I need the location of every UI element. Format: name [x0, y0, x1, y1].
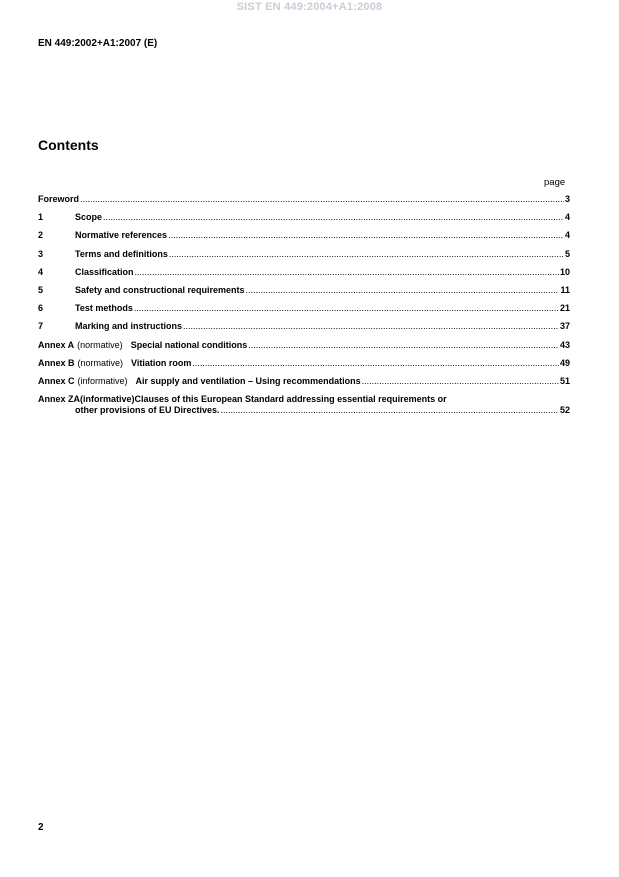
toc-entry-terms-and-definitions[interactable]	[38, 249, 570, 267]
watermark: SIST EN 449:2004+A1:2008	[236, 1, 383, 13]
toc-entry-annex-a[interactable]	[38, 340, 570, 358]
annex-label: Annex C	[38, 375, 75, 386]
toc-entry-page: 51	[559, 375, 570, 386]
toc-entry-page: 4	[564, 212, 570, 223]
leader-dots	[183, 321, 559, 331]
annex-kind: (normative)	[77, 357, 124, 368]
leader-dots	[135, 267, 559, 277]
leader-dots	[168, 230, 564, 240]
toc-entry-marking-and-instructions[interactable]	[38, 321, 570, 339]
toc-entry-title: Safety and constructional requirements	[75, 284, 245, 295]
document-id: EN 449:2002+A1:2007 (E)	[38, 38, 158, 49]
leader-dots	[362, 376, 559, 386]
toc-entry-page: 5	[564, 248, 570, 259]
toc-entry-title: Air supply and ventilation – Using recommendations	[135, 375, 361, 386]
toc-entry-title: Marking and instructions	[75, 321, 183, 332]
toc-entry-number: 5	[38, 284, 44, 295]
toc-entry-scope[interactable]	[38, 212, 570, 230]
leader-dots	[103, 212, 564, 222]
toc-entry-number: 2	[38, 230, 44, 241]
toc-entry-annex-b[interactable]	[38, 358, 570, 376]
toc-entry-page: 43	[559, 339, 570, 350]
toc-entry-number: 7	[38, 321, 44, 332]
annex-kind: (informative)	[80, 394, 135, 405]
leader-dots	[246, 285, 560, 295]
table-of-contents	[38, 194, 570, 416]
toc-entry-number: 1	[38, 212, 44, 223]
toc-entry-normative-references[interactable]	[38, 230, 570, 248]
toc-entry-page: 52	[559, 405, 570, 416]
annex-label: Annex A	[38, 339, 75, 350]
toc-entry-title: Classification	[75, 266, 134, 277]
page-number: 2	[38, 822, 44, 833]
toc-entry-title: Scope	[75, 212, 103, 223]
annex-label: Annex ZA	[38, 394, 81, 405]
toc-entry-title: Special national conditions	[130, 339, 248, 350]
toc-entry-safety-requirements[interactable]	[38, 285, 570, 303]
toc-entry-page: 37	[559, 321, 570, 332]
toc-entry-page: 4	[564, 230, 570, 241]
leader-dots	[134, 303, 559, 313]
page-column-label: page	[544, 177, 566, 188]
leader-dots	[192, 358, 559, 368]
leader-dots	[248, 340, 559, 350]
toc-entry-title-continued: other provisions of EU Directives.	[75, 405, 220, 416]
annex-kind: (normative)	[77, 339, 123, 350]
leader-dots	[169, 249, 564, 259]
page-title: Contents	[38, 137, 99, 153]
annex-kind: (informative)	[77, 375, 128, 386]
toc-entry-page: 3	[564, 194, 570, 204]
toc-entry-page: 11	[560, 284, 570, 295]
toc-entry-title: Terms and definitions	[75, 248, 168, 259]
toc-entry-annex-za[interactable]	[38, 394, 570, 416]
toc-entry-test-methods[interactable]	[38, 303, 570, 321]
toc-entry-number: 6	[38, 303, 44, 314]
toc-entry-number: 4	[38, 266, 44, 277]
toc-entry-number: 3	[38, 248, 44, 259]
annex-label: Annex B	[38, 357, 75, 368]
toc-entry-page: 49	[559, 357, 570, 368]
toc-entry-classification[interactable]	[38, 267, 570, 285]
toc-entry-foreword[interactable]	[38, 194, 570, 212]
toc-entry-title: Test methods	[75, 303, 133, 314]
leader-dots	[80, 194, 564, 204]
leader-dots	[221, 405, 559, 415]
toc-entry-title: Normative references	[75, 230, 168, 241]
toc-entry-page: 10	[559, 266, 570, 277]
toc-entry-title: Foreword	[38, 194, 80, 204]
toc-entry-title: Vitiation room	[131, 357, 192, 368]
toc-entry-page: 21	[559, 303, 570, 314]
toc-entry-annex-c[interactable]	[38, 376, 570, 394]
toc-entry-title: Clauses of this European Standard addressing essential requirements or	[134, 394, 447, 405]
